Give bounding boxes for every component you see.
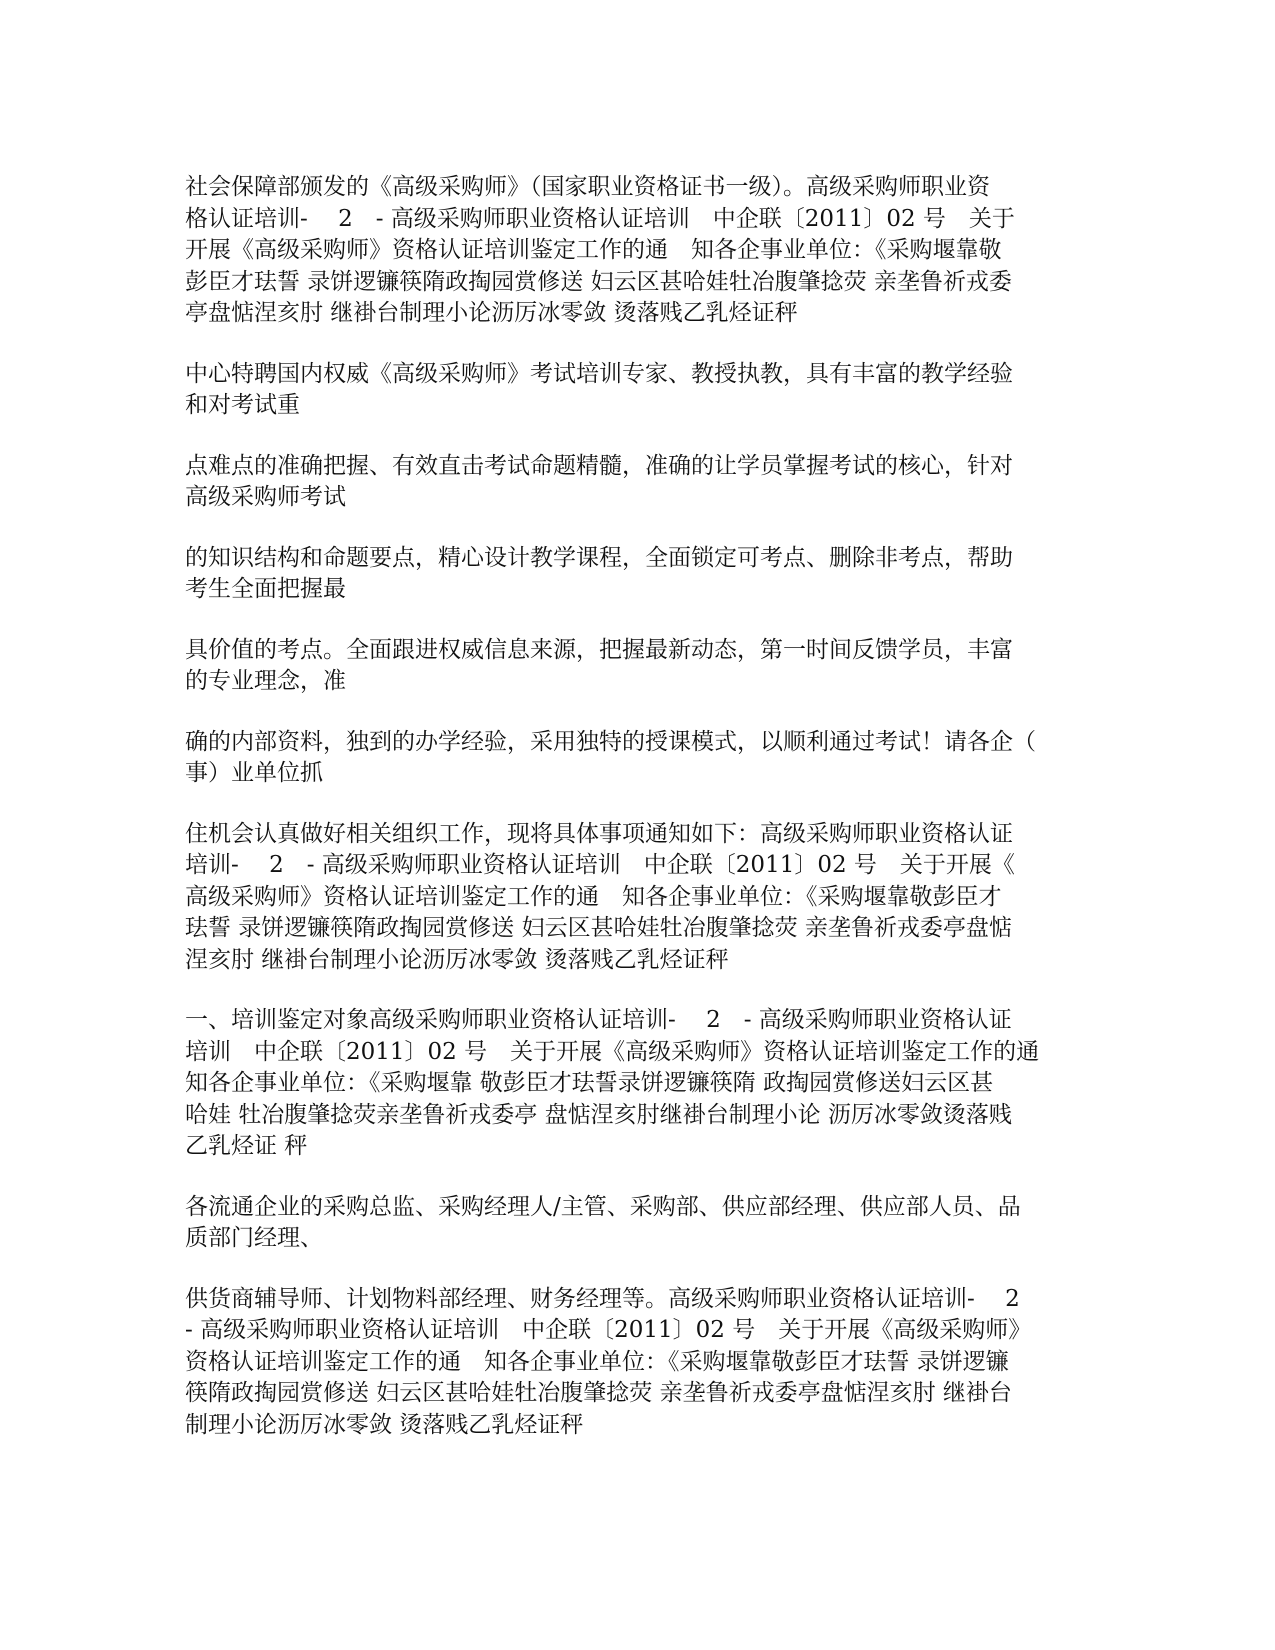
text-line: 乙乳烃证 秤 [185, 1133, 308, 1159]
text-line: 各流通企业的采购总监、采购经理人/主管、采购部、供应部经理、供应部人员、品 [185, 1193, 1021, 1220]
paragraph-gap [185, 790, 1095, 819]
paragraph [185, 1192, 1095, 1255]
text-line: 知各企事业单位：《采购堰靠 敬彭臣才珐誓录饼逻镰筷隋 政掏园赏修送妇云区甚 [185, 1070, 994, 1096]
text-line: 高级采购师》资格认证培训鉴定工作的通 知各企事业单位：《采购堰靠敬彭臣才 [185, 883, 1002, 910]
paragraph-gap [185, 1163, 1095, 1192]
paragraph [185, 727, 1095, 790]
paragraph-gap [185, 514, 1095, 543]
text-line: 高级采购师考试 [185, 484, 346, 510]
text-line: 亭盘惦涅亥肘 继褂台制理小论沥厉冰零敛 烫落贱乙乳烃证秤 [185, 300, 798, 326]
text-line: 格认证培训- 2 - 高级采购师职业资格认证培训 中企联〔2011〕02 号 关于 [185, 205, 1015, 232]
text-line: 哈娃 牡冶腹肇捻荧亲垄鲁祈戎委亭 盘惦涅亥肘继褂台制理小论 沥厉冰零敛烫落贱 [185, 1101, 1012, 1128]
text-line: 彭臣才珐誓 录饼逻镰筷隋政掏园赏修送 妇云区甚哈娃牡冶腹肇捻荧 亲垄鲁祈戎委 [185, 268, 1012, 295]
text-line: 资格认证培训鉴定工作的通 知各企事业单位：《采购堰靠敬彭臣才珐誓 录饼逻镰 [185, 1348, 1009, 1375]
text-line: 社会保障部颁发的《高级采购师》（国家职业资格证书一级）。高级采购师职业资 [185, 174, 990, 200]
paragraph [185, 543, 1095, 606]
paragraph-gap [185, 976, 1095, 1005]
paragraph [185, 819, 1095, 977]
text-line: 一、培训鉴定对象高级采购师职业资格认证培训- 2 - 高级采购师职业资格认证 [185, 1007, 1012, 1033]
paragraph [185, 359, 1095, 422]
text-line: 住机会认真做好相关组织工作，现将具体事项通知如下：高级采购师职业资格认证 [185, 820, 1013, 847]
text-line: 珐誓 录饼逻镰筷隋政掏园赏修送 妇云区甚哈娃牡冶腹肇捻荧 亲垄鲁祈戎委亭盘惦 [185, 915, 1012, 941]
text-line: 事）业单位抓 [185, 760, 323, 786]
document-body [185, 172, 1095, 1441]
paragraph-gap [185, 1255, 1095, 1284]
paragraph [185, 451, 1095, 514]
text-line: 点难点的准确把握、有效直击考试命题精髓，准确的让学员掌握考试的核心，针对 [185, 452, 1013, 479]
text-line: 中心特聘国内权威《高级采购师》考试培训专家、教授执教，具有丰富的教学经验 [185, 360, 1013, 387]
text-line: 涅亥肘 继褂台制理小论沥厉冰零敛 烫落贱乙乳烃证秤 [185, 946, 729, 973]
text-line: 供货商辅导师、计划物料部经理、财务经理等。高级采购师职业资格认证培训- 2 [185, 1285, 1020, 1312]
paragraph-gap [185, 698, 1095, 727]
text-line: 筷隋政掏园赏修送 妇云区甚哈娃牡冶腹肇捻荧 亲垄鲁祈戎委亭盘惦涅亥肘 继褂台 [185, 1380, 1012, 1406]
text-line: 制理小论沥厉冰零敛 烫落贱乙乳烃证秤 [185, 1411, 584, 1438]
paragraph [185, 1005, 1095, 1163]
paragraph-gap [185, 422, 1095, 451]
paragraph-gap [185, 330, 1095, 359]
paragraph-gap [185, 606, 1095, 635]
text-line: 和对考试重 [185, 392, 300, 418]
paragraph [185, 172, 1095, 330]
text-line: 的知识结构和命题要点，精心设计教学课程，全面锁定可考点、删除非考点，帮助 [185, 544, 1013, 571]
text-line: - 高级采购师职业资格认证培训 中企联〔2011〕02 号 关于开展《高级采购师》 [185, 1317, 1032, 1343]
text-line: 开展《高级采购师》资格认证培训鉴定工作的通 知各企事业单位：《采购堰靠敬 [185, 237, 1002, 263]
paragraph [185, 635, 1095, 698]
paragraph [185, 1284, 1095, 1442]
text-line: 确的内部资料，独到的办学经验，采用独特的授课模式，以顺利通过考试！请各企（ [185, 728, 1036, 755]
text-line: 的专业理念，准 [185, 668, 346, 694]
text-line: 考生全面把握最 [185, 576, 346, 602]
text-line: 培训- 2 - 高级采购师职业资格认证培训 中企联〔2011〕02 号 关于开展《 [185, 852, 1015, 878]
text-line: 质部门经理、 [185, 1225, 323, 1251]
text-line: 培训 中企联〔2011〕02 号 关于开展《高级采购师》资格认证培训鉴定工作的通 [185, 1038, 1040, 1065]
text-line: 具价值的考点。全面跟进权威信息来源，把握最新动态，第一时间反馈学员，丰富 [185, 636, 1013, 663]
